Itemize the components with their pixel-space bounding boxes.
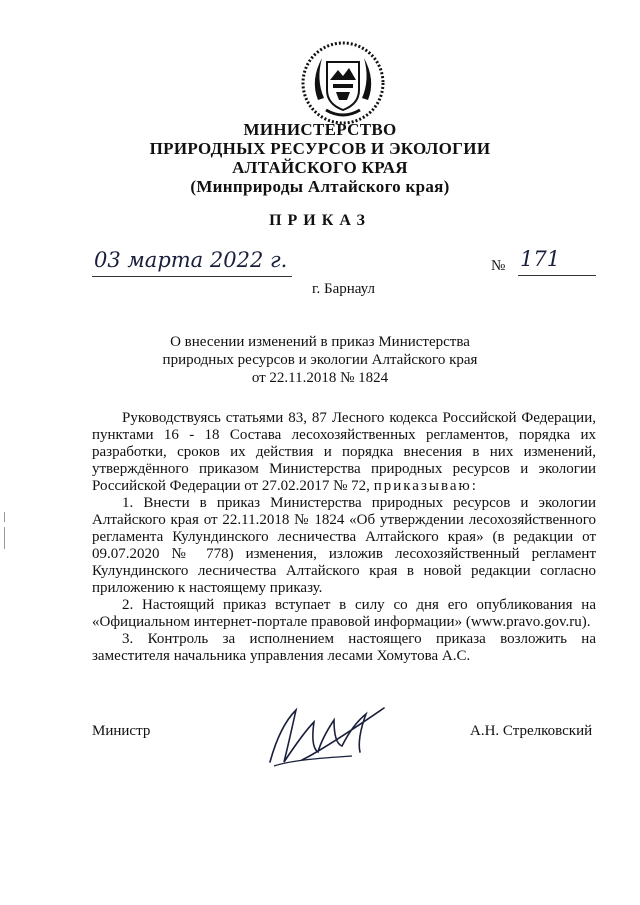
handwritten-signature: [262, 700, 392, 770]
preamble-paragraph: [92, 410, 596, 495]
ministry-short-name: (Минприроды Алтайского края): [190, 177, 450, 196]
date-field: [92, 248, 292, 278]
city-label: г. Барнаул: [312, 281, 375, 297]
ministry-header: [0, 120, 640, 196]
handwritten-date: 03 марта 2022 г.: [94, 248, 288, 272]
ministry-name-line-2: ПРИРОДНЫХ РЕСУРСОВ И ЭКОЛОГИИ: [149, 139, 491, 158]
number-label: №: [491, 258, 506, 274]
subject-line-2: природных ресурсов и экологии Алтайского края: [162, 352, 478, 368]
margin-binding-mark: [4, 512, 5, 522]
ministry-name-line-3: АЛТАЙСКОГО КРАЯ: [232, 158, 408, 177]
order-item-1: 1. Внести в приказ Министерства природных ресурсов и экологии Алтайского края от 22.11.2018 № 1824 «Об утверждении лесохозяйственного регламента Кулундинского лесничества Алтайского края» (в редакции от 09.07.2020 № 778) изменения, изложив лесохозяйственный регламент Кулундинского лесничества Алтайского края в новой редакции согласно приложению к настоящему приказу.: [92, 495, 596, 596]
number-underline: [518, 275, 596, 276]
order-item-3: 3. Контроль за исполнением настоящего приказа возложить на заместителя начальника управления лесами Хомутова А.С.: [92, 631, 596, 664]
order-word: приказываю:: [373, 478, 478, 494]
order-body: [92, 410, 596, 665]
order-item-2: 2. Настоящий приказ вступает в силу со дня его опубликования на «Официальном интернет-портале правовой информации» (www.pravo.gov.ru).: [92, 597, 596, 630]
coat-of-arms-emblem: [300, 40, 386, 126]
margin-binding-mark: [4, 527, 5, 549]
ministry-name-line-1: МИНИСТЕРСТВО: [243, 120, 397, 139]
order-subject: [0, 333, 640, 387]
document-type-title: ПРИКАЗ: [269, 212, 371, 229]
date-underline: [92, 276, 292, 277]
subject-line-3: от 22.11.2018 № 1824: [251, 370, 389, 386]
preamble-text: Руководствуясь статьями 83, 87 Лесного кодекса Российской Федерации, пунктами 16 - 18 Состава лесохозяйственных регламентов, порядка их разработки, сроков их действия и порядка внесения в них изменений, утверждённого приказом Министерства природных ресурсов и экологии Российской Федерации от 27.02.2017 № 72,: [92, 410, 596, 494]
handwritten-number: 171: [520, 247, 561, 271]
signatory-name: А.Н. Стрелковский: [470, 723, 593, 739]
subject-line-1: О внесении изменений в приказ Министерства: [170, 334, 470, 350]
signatory-position: Министр: [92, 723, 151, 739]
number-field: [518, 247, 598, 277]
